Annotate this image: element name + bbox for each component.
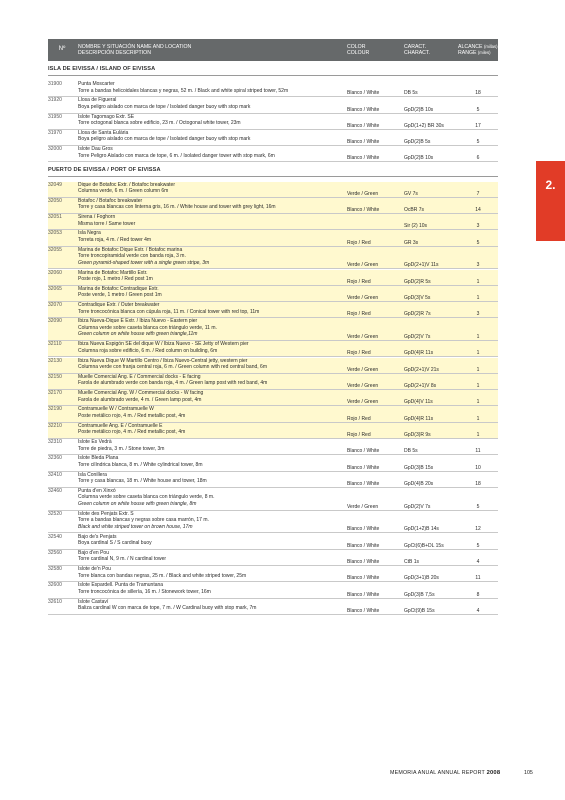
table-row — [48, 439, 498, 455]
row-description — [78, 270, 344, 283]
row-description — [78, 550, 344, 563]
row-description-line: Poste metálico rojo, 4 m. / Red metallic post, 4m — [78, 412, 186, 419]
row-characteristic: GpD(3)R 9s — [404, 431, 431, 438]
row-number: 32580 — [48, 566, 62, 573]
row-colour: Blanco / White — [347, 155, 380, 162]
row-description — [78, 318, 344, 338]
table-row — [48, 182, 498, 198]
row-description-line: Torre y casa blancas con linterna gris, 16 m. / White house and tower with grey light, 16m — [78, 204, 276, 211]
row-location-name: Islote Espardell. Punta de Tramuntana — [78, 582, 164, 589]
row-range: 1 — [476, 399, 480, 406]
row-description — [78, 534, 344, 547]
table-row — [48, 286, 498, 302]
row-description-line: Black and white striped tower on brown house, 17m — [78, 523, 193, 530]
row-description-line: Torre troncocónica de sillería, 16 m. / Stonework tower, 16m — [78, 588, 211, 595]
row-description-line: Torre a bandas helicoidales blancas y negras, 52 m. / Black and white spiral striped tower, 52m — [78, 87, 289, 94]
row-number: 32540 — [48, 533, 62, 540]
row-location-name: Sirena / Foghorn — [78, 214, 116, 221]
row-description — [78, 97, 344, 110]
row-range: 3 — [476, 311, 480, 318]
row-location-name: Marina de Botafoc Dique Extr. / Botafoc marina — [78, 246, 183, 253]
row-characteristic: GpD(3)B 15s — [404, 464, 434, 471]
row-number: 32000 — [48, 146, 62, 153]
row-range: 5 — [476, 542, 480, 549]
row-colour: Verde / Green — [347, 383, 379, 390]
row-colour: Blanco / White — [347, 526, 380, 533]
row-description — [78, 341, 344, 354]
row-number: 31970 — [48, 129, 62, 136]
row-range: 5 — [476, 106, 480, 113]
row-description-line: Torre y casa blancas, 18 m. / White house and tower, 18m — [78, 478, 207, 485]
row-characteristic: GpD(2+1)V 21s — [404, 366, 439, 373]
table-row — [48, 599, 498, 615]
row-description — [78, 455, 344, 468]
chapter-tab — [536, 161, 565, 241]
header-range-en-unit: (miles) — [477, 50, 491, 55]
row-description-line: Farola de alumbrado verde, 4 m. / Green lamp post, 4m — [78, 396, 202, 403]
row-characteristic: GpD(4)R 11s — [404, 415, 434, 422]
row-number: 32190 — [48, 406, 62, 413]
row-description — [78, 81, 344, 94]
row-description-line: Baliza cardinal W con marca de tope, 7 m. / W Cardinal buoy with stop mark, 7m — [78, 605, 257, 612]
header-desc-en: DESCRIPTION — [115, 50, 151, 56]
row-description — [78, 374, 344, 387]
table-row — [48, 550, 498, 566]
row-characteristic: GpD(4)R 11s — [404, 350, 434, 357]
row-characteristic: GR 3s — [404, 239, 419, 246]
row-description-line: Torre troncopiramidal verde con banda roja, 3 m. — [78, 253, 186, 260]
table-row — [48, 230, 498, 246]
row-characteristic: GpD(2)R 7s — [404, 311, 431, 318]
row-description-line: Green column on white house with green triangle,11m — [78, 331, 198, 338]
row-range: 4 — [476, 607, 480, 614]
row-range: 1 — [476, 366, 480, 373]
table-row — [48, 114, 498, 130]
row-description-line: Torreta roja, 4 m. / Red tower 4m — [78, 236, 152, 243]
row-range: 4 — [476, 559, 480, 566]
row-location-name: Contramuelle Ang. E / Contramuelle E — [78, 422, 163, 429]
row-characteristic: GpD(3)V 5s — [404, 295, 431, 302]
table-row — [48, 374, 498, 390]
row-description — [78, 146, 344, 159]
table-row — [48, 511, 498, 534]
row-range: 18 — [475, 480, 481, 487]
row-colour: Blanco / White — [347, 139, 380, 146]
row-location-name: Ibiza Nueva Espigón SE del dique W / Ibiza Nuevo - SE Jetty of Western pier — [78, 341, 249, 348]
row-description — [78, 358, 344, 371]
row-location-name: Muelle Comercial Ang. E / Commercial docks - E facing — [78, 373, 201, 380]
table-row — [48, 406, 498, 422]
row-description — [78, 511, 344, 531]
row-location-name: Muelle Comercial Ang. W / Commercial docks - W facing — [78, 390, 204, 397]
row-description — [78, 286, 344, 299]
row-number: 32410 — [48, 471, 62, 478]
row-number: 32170 — [48, 390, 62, 397]
row-colour: Blanco / White — [347, 207, 380, 214]
row-description — [78, 230, 344, 243]
row-characteristic: GpD(3)B 7,5s — [404, 591, 435, 598]
row-description-line: Columna verde, 6 m. / Green column 6m — [78, 188, 169, 194]
row-description-line: Farola de alumbrado verde con banda roja, 4 m. / Green lamp post with red band, 4m — [78, 380, 268, 387]
row-colour: Blanco / White — [347, 542, 380, 549]
row-characteristic: GpD(2+1)V 8s — [404, 383, 437, 390]
table-row — [48, 390, 498, 406]
row-location-name: Islote Bleda Plana — [78, 455, 119, 462]
table-row — [48, 97, 498, 113]
row-number: 32460 — [48, 487, 62, 494]
row-characteristic: GpD(2)B 10s — [404, 106, 434, 113]
row-location-name: Botafoc / Botafoc breakwater — [78, 197, 143, 204]
row-range: 10 — [475, 464, 481, 471]
row-range: 1 — [476, 431, 480, 438]
row-description — [78, 406, 344, 419]
row-number: 32130 — [48, 357, 62, 364]
row-range: 5 — [476, 503, 480, 510]
row-location-name: Marina de Botafoc Contradique Extr. — [78, 285, 159, 292]
table-row — [48, 81, 498, 97]
row-number: 32051 — [48, 214, 62, 221]
row-number: 31900 — [48, 81, 62, 87]
row-location-name: Islote Tagomago Extr. SE — [78, 113, 135, 120]
row-number: 31950 — [48, 113, 62, 120]
row-number: 32053 — [48, 230, 62, 237]
row-description-line: Green pyramid-shaped tower with a single green stripe, 3m — [78, 259, 210, 266]
row-characteristic: DB 5s — [404, 448, 418, 455]
row-colour: Verde / Green — [347, 503, 379, 510]
table-row — [48, 130, 498, 146]
header-range-es-unit: (millas) — [483, 44, 498, 49]
row-location-name: Punta d'en Xinxó — [78, 487, 116, 494]
row-description — [78, 472, 344, 485]
header-name-en: NAME AND LOCATION — [136, 44, 192, 50]
header-color-en: COLOUR — [347, 50, 370, 56]
row-description-line: Boya peligro aislado con marca de tope / Isolated danger buoy with stop mark — [78, 103, 251, 110]
section-title: PUERTO DE EIVISSA / PORT OF EIVISSA — [48, 166, 161, 173]
row-colour: Blanco / White — [347, 607, 380, 614]
table-row — [48, 455, 498, 471]
row-characteristic: Sir (2) 10s — [404, 223, 428, 230]
row-number: 32520 — [48, 510, 62, 517]
row-range: 1 — [476, 278, 480, 285]
row-characteristic: GpD(2)B 10s — [404, 155, 434, 162]
row-description-line: Boya peligro aislado con marca de tope / Isolated danger buoy with stop mark — [78, 136, 251, 143]
row-number: 32065 — [48, 285, 62, 292]
row-location-name: Llosa de Figueral — [78, 97, 117, 104]
row-characteristic: GpD(1+2)B 14s — [404, 526, 439, 533]
row-description-line: Torre Peligro Aislado con marca de tope, 6 m. / Isolated danger tower with stop mark, 6m — [78, 152, 275, 159]
table-row — [48, 566, 498, 582]
row-description — [78, 247, 344, 267]
row-characteristic: GpD(4)V 11s — [404, 399, 433, 406]
row-range: 18 — [475, 90, 481, 97]
row-number: 32610 — [48, 598, 62, 605]
row-location-name: Islote Dau Gros — [78, 146, 113, 153]
row-divider — [48, 614, 498, 615]
row-location-name: Ibiza Nueva-Dique E Extr. / Ibiza Nuevo - Eastern pier — [78, 318, 198, 325]
row-characteristic: GpD(2)R 5s — [404, 278, 431, 285]
row-colour: Verde / Green — [347, 366, 379, 373]
row-divider — [48, 161, 498, 162]
row-colour: Verde / Green — [347, 190, 379, 197]
row-range: 17 — [475, 122, 481, 129]
header-range-en: RANGE — [458, 50, 477, 56]
row-description-line: Columna roja sobre edificio, 6 m. / Red column on building, 6m — [78, 347, 218, 354]
row-location-name: Contramuelle W / Contramuelle W — [78, 406, 154, 413]
row-characteristic: GpD(3+1)B 20s — [404, 575, 439, 582]
row-characteristic: GpD(2)B 5s — [404, 139, 431, 146]
header-color-es: COLOR — [347, 44, 366, 50]
row-description — [78, 423, 344, 436]
section-title: ISLA DE EIVISSA / ISLAND OF EIVISSA — [48, 66, 156, 72]
row-characteristic: GV 7s — [404, 190, 418, 197]
row-range: 5 — [476, 139, 480, 146]
row-colour: Rojo / Red — [347, 239, 371, 246]
row-number: 32110 — [48, 341, 62, 348]
row-characteristic: GpD(2)V 7s — [404, 503, 431, 510]
row-characteristic: OcBR 7s — [404, 207, 425, 214]
row-description-line: Columna verde sobre caseta blanca con triángulo verde, 8 m. — [78, 494, 215, 501]
row-range: 11 — [475, 575, 481, 582]
table-row — [48, 358, 498, 374]
row-description — [78, 390, 344, 403]
row-colour: Blanco / White — [347, 448, 380, 455]
row-description — [78, 566, 344, 579]
row-description — [78, 582, 344, 595]
table-row — [48, 302, 498, 318]
row-colour: Blanco / White — [347, 480, 380, 487]
row-range: 7 — [476, 190, 480, 197]
row-characteristic: GpD(2+1)V 11s — [404, 262, 439, 269]
row-description — [78, 130, 344, 143]
row-characteristic: GpCt(6)B+DL 15s — [404, 542, 444, 549]
row-colour: Rojo / Red — [347, 311, 371, 318]
row-location-name: Islote Castaví — [78, 598, 109, 605]
row-description-line: Torre a bandas blancas y negras sobre casa marrón, 17 m. — [78, 517, 209, 524]
row-range: 1 — [476, 334, 480, 341]
row-description — [78, 488, 344, 508]
row-colour: Blanco / White — [347, 106, 380, 113]
row-location-name: Marina de Botafoc Martillo Extr. — [78, 269, 148, 276]
row-number: 32310 — [48, 439, 62, 445]
row-number: 32050 — [48, 197, 62, 204]
row-location-name: Dique de Botafoc Extr. / Botafoc breakwater — [78, 181, 175, 188]
row-location-name: Isla Conillera — [78, 471, 107, 478]
row-range: 1 — [476, 383, 480, 390]
row-characteristic: DB 5s — [404, 90, 418, 97]
row-number: 32049 — [48, 181, 62, 188]
header-char-en: CHARACT. — [404, 50, 430, 56]
row-colour: Blanco / White — [347, 90, 380, 97]
row-description — [78, 182, 344, 195]
header-char-es: CARACT. — [404, 44, 427, 50]
row-characteristic: GpD(4)B 20s — [404, 480, 434, 487]
row-range: 5 — [476, 239, 480, 246]
section-rule — [48, 75, 498, 76]
table-row — [48, 146, 498, 162]
table-row — [48, 472, 498, 488]
table-row — [48, 247, 498, 270]
row-range: 1 — [476, 295, 480, 302]
row-description — [78, 439, 344, 452]
row-location-name: Islote Es Vedrà — [78, 439, 112, 445]
row-location-name: Isla Negra — [78, 230, 101, 237]
row-description-line: Torre blanca con bandas negras, 25 m. / Black and white striped tower, 25m — [78, 572, 247, 579]
row-description-line: Torre troncocónica blanca con cúpula roja, 11 m. / Conical tower with red top, 11m — [78, 308, 260, 315]
row-range: 8 — [476, 591, 480, 598]
row-location-name: Llosa de Santa Eulària — [78, 129, 129, 136]
table-row — [48, 214, 498, 230]
row-characteristic: GpD(1+2) BR 30s — [404, 122, 444, 129]
row-number: 32055 — [48, 246, 62, 253]
row-number: 32600 — [48, 582, 62, 589]
row-range: 1 — [476, 350, 480, 357]
row-location-name: Punta Moscarter — [78, 81, 115, 87]
footer — [390, 770, 500, 776]
row-location-name: Islote de'n Pou — [78, 566, 111, 573]
row-description-line: Poste verde, 1 metro / Green post 1m — [78, 292, 162, 299]
row-colour: Rojo / Red — [347, 415, 371, 422]
table-row — [48, 198, 498, 214]
footer-report-title: MEMORIA ANUAL ANNUAL REPORT — [390, 770, 485, 776]
row-colour: Blanco / White — [347, 591, 380, 598]
row-description-line: Green column on white house with green triangle, 8m — [78, 500, 197, 507]
header-range-es: ALCANCE — [458, 44, 483, 50]
row-description — [78, 599, 344, 612]
footer-year: 2008 — [486, 770, 501, 776]
row-location-name: Bajo de's Penjats — [78, 533, 117, 540]
row-colour: Rojo / Red — [347, 431, 371, 438]
row-colour: Blanco / White — [347, 559, 380, 566]
row-description-line: Torre de piedra, 3 m. / Stone tower, 3m — [78, 445, 165, 452]
row-number: 32360 — [48, 455, 62, 462]
header-name-es: NOMBRE Y SITUACIÓN — [78, 44, 136, 50]
row-description-line: Torre octogonal blanca sobre edificio, 23 m. / Octogonal white tower, 23m — [78, 120, 241, 127]
row-characteristic: GpCt(9)B 15s — [404, 607, 435, 614]
chapter-number: 2. — [545, 178, 556, 192]
row-colour: Rojo / Red — [347, 278, 371, 285]
row-range: 14 — [475, 207, 481, 214]
row-description-line: Torre cardinal N, 9 m. / N cardinal tower — [78, 556, 167, 563]
row-location-name: Contradique Extr. / Outer breakwater — [78, 302, 160, 309]
row-colour: Blanco / White — [347, 464, 380, 471]
row-description-line: Boya cardinal S / S cardinal buoy — [78, 540, 152, 546]
row-number: 31920 — [48, 97, 62, 104]
row-number: 32090 — [48, 318, 62, 325]
row-description-line: Torre cilíndrica blanca, 8 m. / White cylindrical tower, 8m — [78, 461, 203, 468]
row-colour: Verde / Green — [347, 262, 379, 269]
row-location-name: Bajo d'en Pou — [78, 549, 109, 556]
row-location-name: Islote des Penjats Extr. S — [78, 510, 134, 517]
row-number: 32070 — [48, 302, 62, 309]
table-row — [48, 423, 498, 439]
row-range: 3 — [476, 223, 480, 230]
row-description — [78, 198, 344, 211]
row-colour: Blanco / White — [347, 122, 380, 129]
row-colour: Verde / Green — [347, 295, 379, 302]
row-colour: Verde / Green — [347, 334, 379, 341]
row-range: 3 — [476, 262, 480, 269]
table-row — [48, 318, 498, 341]
table-row — [48, 270, 498, 286]
row-number: 32210 — [48, 422, 62, 429]
row-number: 32560 — [48, 549, 62, 556]
row-description — [78, 302, 344, 315]
row-description-line: Columna verde sobre caseta blanca con triángulo verde, 11 m. — [78, 324, 217, 331]
section-rule — [48, 176, 498, 177]
header-number: Nº — [58, 46, 66, 52]
row-description — [78, 214, 344, 227]
row-range: 11 — [475, 448, 481, 455]
table-row — [48, 534, 498, 550]
row-description-line: Columna verde con franja central roja, 6 m. / Green column with red central band, 6m — [78, 364, 267, 370]
row-range: 12 — [475, 526, 481, 533]
row-description-line: Misma torre / Same tower — [78, 220, 136, 227]
row-description-line: Poste metálico rojo, 4 m. / Red metallic post, 4m — [78, 429, 186, 436]
table-row — [48, 341, 498, 357]
row-range: 6 — [476, 155, 480, 162]
row-characteristic: CtB 1s — [404, 559, 420, 566]
page-number: 105 — [524, 770, 533, 776]
row-description — [78, 114, 344, 127]
header-desc-es: DESCRIPCIÓN — [78, 50, 115, 56]
row-number: 32060 — [48, 269, 62, 276]
row-colour: Verde / Green — [347, 399, 379, 406]
row-number: 32150 — [48, 373, 62, 380]
table-row — [48, 488, 498, 511]
row-description-line: Poste rojo, 1 metro / Red post 1m — [78, 276, 153, 282]
row-colour: Rojo / Red — [347, 350, 371, 357]
row-range: 1 — [476, 415, 480, 422]
row-location-name: Ibiza Nueva Dique W Martillo Centro / Ibiza Nuevo-Central jetty, western pier — [78, 357, 248, 364]
row-characteristic: GpD(2)V 7s — [404, 334, 431, 341]
row-colour: Blanco / White — [347, 575, 380, 582]
table-row — [48, 582, 498, 598]
